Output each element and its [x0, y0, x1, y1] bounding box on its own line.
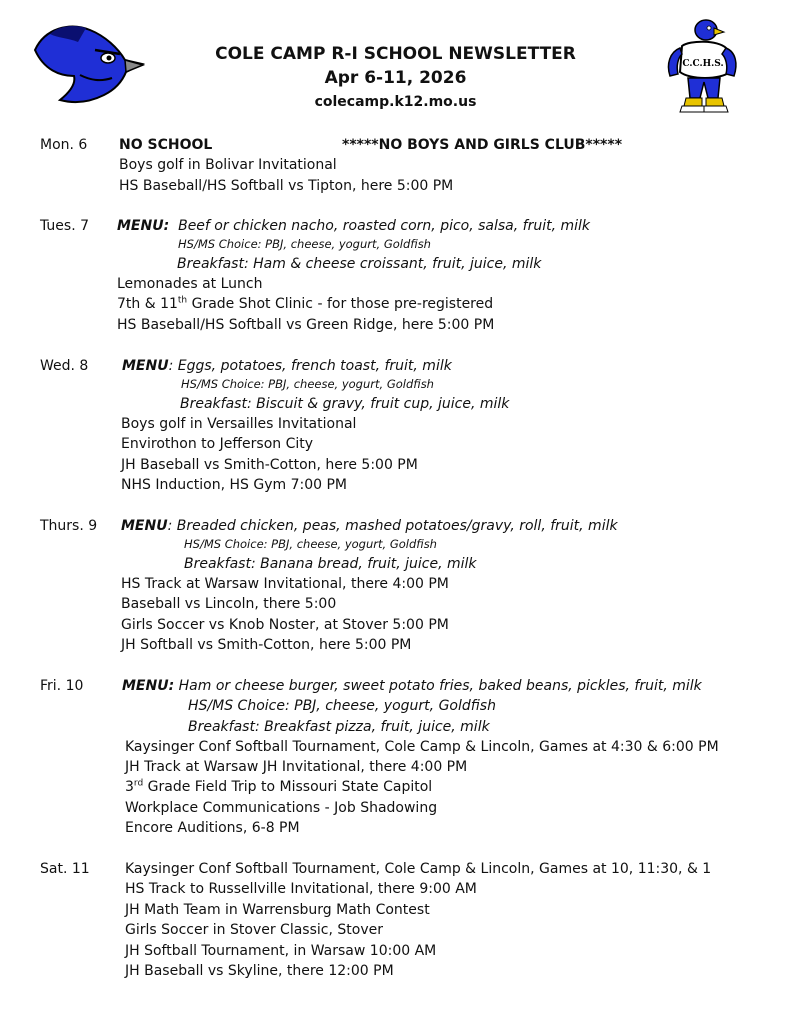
event-item: JH Baseball vs Skyline, there 12:00 PM [125, 963, 394, 979]
event-text: 3 [125, 779, 134, 795]
menu-breakfast: Breakfast: Banana bread, fruit, juice, milk [184, 556, 477, 572]
menu-line [122, 356, 452, 376]
menu-label: MENU [121, 518, 168, 534]
day-label-fri: Fri. 10 [40, 678, 84, 694]
menu-line [117, 216, 590, 236]
menu-label: MENU: [122, 678, 175, 694]
event-text: Grade Field Trip to Missouri State Capitol [143, 779, 433, 795]
event-item: Baseball vs Lincoln, there 5:00 [121, 596, 337, 612]
event-item [117, 294, 493, 314]
menu-label: MENU [122, 358, 169, 374]
event-item: HS Track to Russellville Invitational, there 9:00 AM [125, 881, 477, 897]
event-item: Lemonades at Lunch [117, 276, 263, 292]
event-item: NHS Induction, HS Gym 7:00 PM [121, 477, 348, 493]
event-item: Envirothon to Jefferson City [121, 436, 314, 452]
superscript: th [177, 295, 188, 306]
event-item: HS Baseball/HS Softball vs Tipton, here 5:00 PM [119, 178, 454, 194]
event-item: Girls Soccer in Stover Classic, Stover [125, 922, 383, 938]
event-item: JH Softball Tournament, in Warsaw 10:00 AM [125, 943, 437, 959]
event-item: Boys golf in Versailles Invitational [121, 416, 357, 432]
event-item [125, 777, 432, 797]
newsletter-title: COLE CAMP R-I SCHOOL NEWSLETTER [215, 44, 576, 64]
menu-line [121, 516, 618, 536]
event-text: Grade Shot Clinic - for those pre-registered [187, 296, 494, 312]
menu-breakfast: Breakfast: Ham & cheese croissant, fruit, juice, milk [177, 256, 542, 272]
menu-choice: HS/MS Choice: PBJ, cheese, yogurt, Goldfish [188, 698, 496, 714]
event-item: Girls Soccer vs Knob Noster, at Stover 5:00 PM [121, 617, 449, 633]
menu-line [122, 676, 702, 696]
menu-text: : Breaded chicken, peas, mashed potatoes/gravy, roll, fruit, milk [167, 518, 618, 534]
no-school-note: NO SCHOOL [119, 137, 213, 153]
menu-label: MENU: [117, 218, 170, 234]
day-label-sat: Sat. 11 [40, 861, 90, 877]
event-item: Workplace Communications - Job Shadowing [125, 800, 438, 816]
newsletter-dates: Apr 6-11, 2026 [324, 68, 467, 88]
menu-breakfast: Breakfast: Breakfast pizza, fruit, juice, milk [188, 719, 490, 735]
event-item: JH Softball vs Smith-Cotton, here 5:00 PM [121, 637, 412, 653]
school-website: colecamp.k12.mo.us [314, 94, 477, 110]
event-item: HS Baseball/HS Softball vs Green Ridge, here 5:00 PM [117, 317, 495, 333]
event-text: 7th & 11 [117, 296, 178, 312]
superscript: rd [133, 778, 144, 789]
menu-text: : Eggs, potatoes, french toast, fruit, milk [168, 358, 452, 374]
mascot-shirt-text: C.C.H.S. [682, 59, 724, 69]
day-label-wed: Wed. 8 [40, 358, 89, 374]
menu-choice: HS/MS Choice: PBJ, cheese, yogurt, Goldfish [178, 237, 431, 251]
menu-text: Beef or chicken nacho, roasted corn, pico, salsa, fruit, milk [178, 218, 591, 234]
day-label-tue: Tues. 7 [40, 218, 90, 234]
event-item: JH Baseball vs Smith-Cotton, here 5:00 PM [121, 457, 418, 473]
menu-breakfast: Breakfast: Biscuit & gravy, fruit cup, juice, milk [180, 396, 510, 412]
event-item: JH Math Team in Warrensburg Math Contest [125, 902, 430, 918]
menu-text: Ham or cheese burger, sweet potato fries, baked beans, pickles, fruit, milk [174, 678, 702, 694]
menu-choice: HS/MS Choice: PBJ, cheese, yogurt, Goldfish [181, 377, 434, 391]
menu-choice: HS/MS Choice: PBJ, cheese, yogurt, Goldfish [184, 537, 437, 551]
event-item: Boys golf in Bolivar Invitational [119, 157, 337, 173]
event-item: Kaysinger Conf Softball Tournament, Cole Camp & Lincoln, Games at 10, 11:30, & 1 [125, 861, 712, 877]
day-label-thu: Thurs. 9 [40, 518, 98, 534]
event-item: Kaysinger Conf Softball Tournament, Cole Camp & Lincoln, Games at 4:30 & 6:00 PM [125, 739, 719, 755]
event-item: Encore Auditions, 6-8 PM [125, 820, 300, 836]
no-club-note: *****NO BOYS AND GIRLS CLUB***** [342, 137, 623, 153]
event-item: HS Track at Warsaw Invitational, there 4:00 PM [121, 576, 449, 592]
event-item: JH Track at Warsaw JH Invitational, there 4:00 PM [125, 759, 468, 775]
day-label-mon: Mon. 6 [40, 137, 88, 153]
